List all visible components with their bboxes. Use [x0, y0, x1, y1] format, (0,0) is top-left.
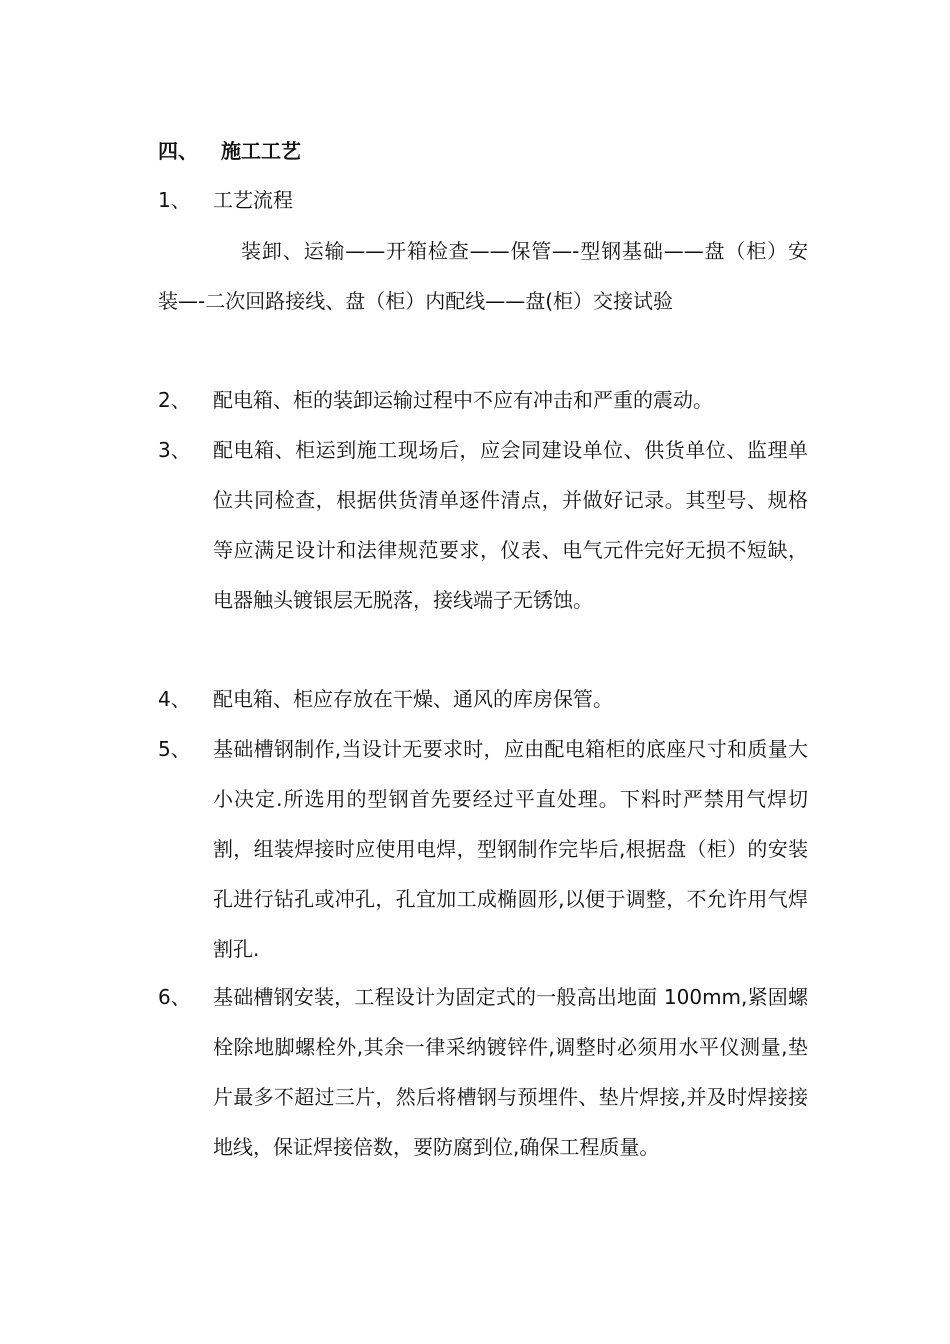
list-item [158, 972, 808, 1172]
list-item [158, 674, 808, 724]
item-text: 配电箱、柜的装卸运输过程中不应有冲击和严重的震动。 [213, 388, 713, 412]
section-number: 四、 [158, 139, 198, 163]
section-heading [158, 138, 301, 164]
item-number: 2、 [158, 388, 191, 412]
list-item [158, 375, 808, 425]
item-number: 6、 [158, 985, 191, 1009]
item-number: 4、 [158, 687, 191, 711]
item-text: 配电箱、柜应存放在干燥、通风的库房保管。 [213, 687, 613, 711]
list-item [158, 724, 808, 974]
process-flow-text: 装卸、运输——开箱检查——保管—-型钢基础——盘（柜）安装—-二次回路接线、盘（柜）内配线——盘(柜）交接试验 [158, 239, 808, 313]
item-number: 1、 [158, 188, 191, 212]
item-text: 基础槽钢安装，工程设计为固定式的一般高出地面 100mm,紧固螺栓除地脚螺栓外,其余一律采纳镀锌件,调整时必须用水平仪测量,垫片最多不超过三片，然后将槽钢与预埋件、垫片焊接,并及时焊接接地线，保证焊接倍数，要防腐到位,确保工程质量。 [213, 985, 808, 1159]
list-item [158, 175, 808, 225]
item-number: 3、 [158, 438, 191, 462]
list-item [158, 425, 808, 625]
item-text: 基础槽钢制作,当设计无要求时，应由配电箱柜的底座尺寸和质量大小决定.所选用的型钢首先要经过平直处理。下料时严禁用气焊切割，组装焊接时应使用电焊，型钢制作完毕后,根据盘（柜）的安装孔进行钻孔或冲孔，孔宜加工成椭圆形,以便于调整，不允许用气焊割孔. [213, 737, 808, 961]
item-text: 配电箱、柜运到施工现场后，应会同建设单位、供货单位、监理单位共同检查，根据供货清单逐件清点，并做好记录。其型号、规格等应满足设计和法律规范要求，仪表、电气元件完好无损不短缺，电器触头镀银层无脱落，接线端子无锈蚀。 [213, 438, 808, 612]
item-number: 5、 [158, 737, 191, 761]
item-text: 工艺流程 [213, 188, 293, 212]
section-title: 施工工艺 [221, 139, 301, 163]
